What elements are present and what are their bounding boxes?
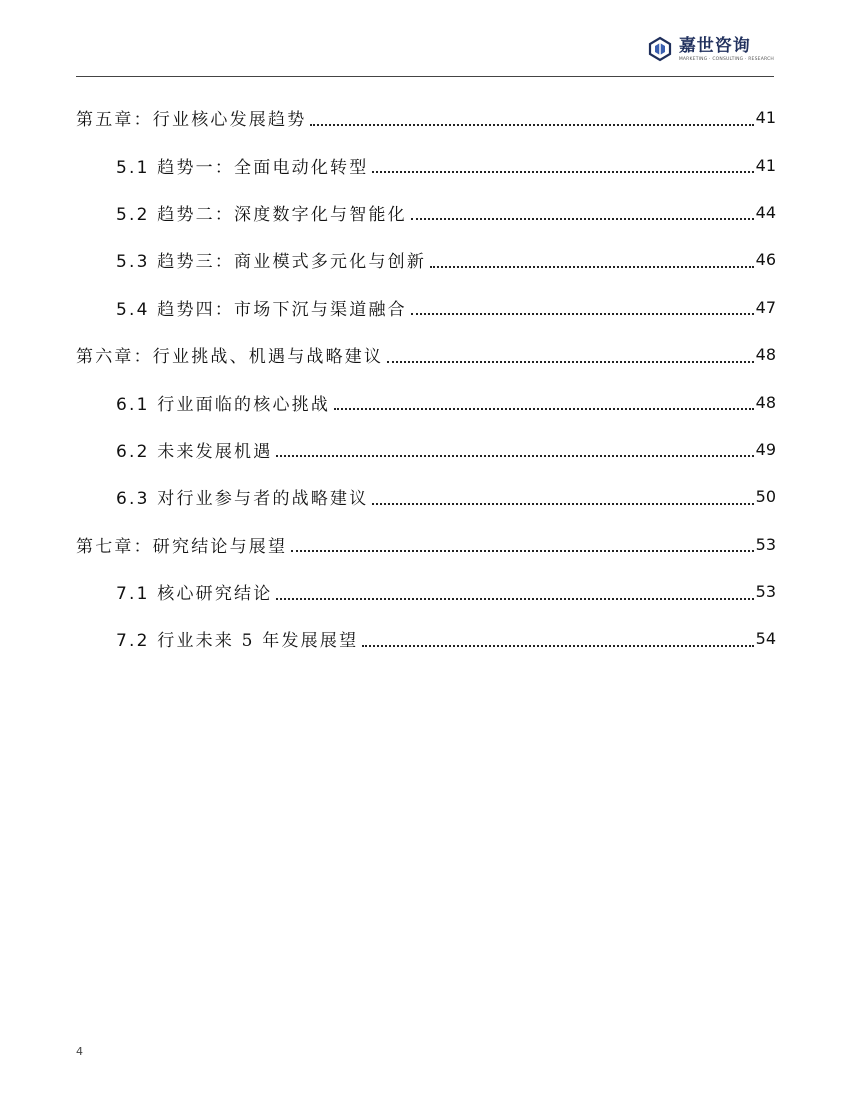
toc-section-entry[interactable] bbox=[76, 236, 776, 283]
toc-entry-title bbox=[116, 295, 407, 320]
toc-dot-leader bbox=[310, 124, 753, 126]
toc-dot-leader bbox=[387, 361, 753, 363]
toc-entry-page: 41 bbox=[755, 108, 776, 128]
toc-entry-number: 6.2 bbox=[116, 441, 150, 462]
toc-chapter-entry[interactable] bbox=[76, 94, 776, 141]
toc-entry-title bbox=[116, 153, 368, 178]
toc-entry-page: 48 bbox=[755, 345, 776, 365]
toc-entry-text: 核心研究结论 bbox=[157, 584, 273, 605]
brand-tagline: MARKETING · CONSULTING · RESEARCH bbox=[678, 57, 774, 62]
toc-dot-leader bbox=[276, 455, 753, 457]
toc-entry-title bbox=[76, 105, 306, 130]
toc-entry-text: 趋势一：全面电动化转型 bbox=[157, 157, 369, 178]
toc-dot-leader bbox=[291, 550, 753, 552]
toc-entry-text: 对行业参与者的战略建议 bbox=[157, 489, 369, 510]
jiashi-logo-icon bbox=[647, 36, 673, 62]
toc-entry-title bbox=[116, 579, 272, 604]
toc-section-entry[interactable] bbox=[76, 426, 776, 473]
toc-entry-page: 53 bbox=[755, 582, 776, 602]
toc-entry-text: 趋势三：商业模式多元化与创新 bbox=[157, 252, 427, 273]
toc-entry-title bbox=[116, 626, 358, 651]
toc-section-entry[interactable] bbox=[76, 473, 776, 520]
toc-entry-number: 5.4 bbox=[116, 299, 150, 320]
toc-dot-leader bbox=[276, 598, 753, 600]
toc-entry-page: 54 bbox=[755, 629, 776, 649]
toc-entry-title bbox=[116, 484, 368, 509]
toc-entry-page: 46 bbox=[755, 250, 776, 270]
toc-chapter-entry[interactable] bbox=[76, 331, 776, 378]
toc-dot-leader bbox=[411, 218, 754, 220]
toc-dot-leader bbox=[430, 266, 754, 268]
toc-entry-page: 53 bbox=[755, 534, 776, 554]
toc-entry-text: 第六章：行业挑战、机遇与战略建议 bbox=[76, 347, 384, 368]
toc-chapter-entry[interactable] bbox=[76, 521, 776, 568]
toc-entry-text: 趋势二：深度数字化与智能化 bbox=[157, 204, 407, 225]
toc-entry-text: 行业未来 5 年发展展望 bbox=[157, 631, 359, 652]
toc-entry-page: 47 bbox=[755, 297, 776, 317]
toc-entry-number: 6.3 bbox=[116, 489, 150, 510]
toc-entry-text: 行业面临的核心挑战 bbox=[157, 394, 331, 415]
toc-entry-title bbox=[116, 247, 426, 272]
toc-entry-number: 5.3 bbox=[116, 252, 150, 273]
table-of-contents bbox=[76, 94, 776, 663]
toc-entry-title bbox=[116, 437, 272, 462]
page-number: 4 bbox=[76, 1045, 83, 1058]
toc-dot-leader bbox=[362, 645, 753, 647]
toc-dot-leader bbox=[334, 408, 754, 410]
toc-entry-number: 7.2 bbox=[116, 631, 150, 652]
brand-name: 嘉世咨询 bbox=[678, 36, 751, 56]
toc-section-entry[interactable] bbox=[76, 568, 776, 615]
toc-entry-text: 第七章：研究结论与展望 bbox=[76, 536, 288, 557]
toc-entry-page: 44 bbox=[755, 202, 776, 222]
toc-entry-title bbox=[76, 532, 287, 557]
page-header bbox=[76, 30, 774, 77]
toc-entry-text: 未来发展机遇 bbox=[157, 441, 273, 462]
toc-entry-number: 6.1 bbox=[116, 394, 150, 415]
toc-dot-leader bbox=[411, 313, 754, 315]
toc-section-entry[interactable] bbox=[76, 189, 776, 236]
toc-entry-title bbox=[116, 390, 330, 415]
toc-entry-text: 第五章：行业核心发展趋势 bbox=[76, 110, 307, 131]
toc-entry-page: 41 bbox=[755, 155, 776, 175]
toc-entry-page: 49 bbox=[755, 439, 776, 459]
toc-entry-page: 48 bbox=[755, 392, 776, 412]
toc-entry-title bbox=[76, 342, 383, 367]
toc-dot-leader bbox=[372, 503, 753, 505]
toc-entry-number: 5.2 bbox=[116, 204, 150, 225]
toc-entry-title bbox=[116, 200, 407, 225]
toc-entry-number: 7.1 bbox=[116, 584, 150, 605]
toc-section-entry[interactable] bbox=[76, 141, 776, 188]
toc-dot-leader bbox=[372, 171, 753, 173]
toc-section-entry[interactable] bbox=[76, 615, 776, 662]
toc-entry-text: 趋势四：市场下沉与渠道融合 bbox=[157, 299, 407, 320]
toc-section-entry[interactable] bbox=[76, 284, 776, 331]
toc-section-entry[interactable] bbox=[76, 378, 776, 425]
toc-entry-number: 5.1 bbox=[116, 157, 150, 178]
brand bbox=[647, 36, 774, 62]
toc-entry-page: 50 bbox=[755, 487, 776, 507]
